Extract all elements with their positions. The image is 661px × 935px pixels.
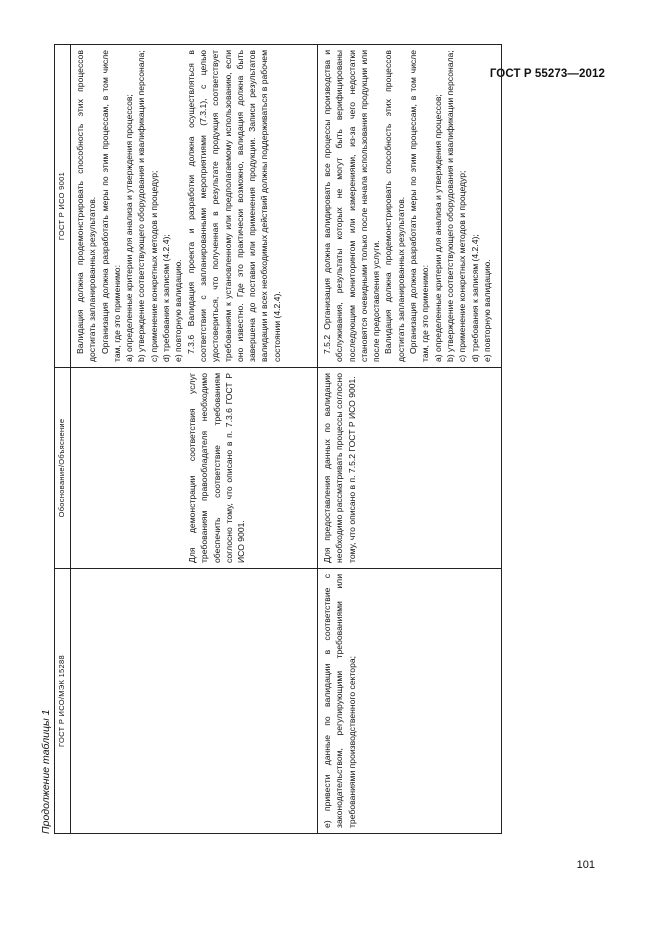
cell-paragraph: Организация должна разработать меры по этим процессам, в том числе там, где это применимо: [99,50,122,362]
cell-paragraph: 7.3.6 Валидация проекта и разработки должна осуществляться в соответствии с запланированными мероприятиями (7.3.1), с целью удостовериться, что полученная в результате продукция соответствует требованиям к установленному или предполагаемому использованию, если оно известно. Где это практически возможно, валидация должна быть завершена до поставки или применения продукции. Записи результатов валидации и всех необходимых действий должны поддерживаться в рабочем состоянии (4.2.4). [185,50,282,362]
cell-paragraph: а) определенные критерии для анализа и утверждения процессов; [432,94,443,362]
cell-paragraph: 7.5.2 Организация должна валидировать все процессы производства и обслуживания, результаты которых не могут быть верифицированы последующим мониторингом или измерениями, из-за чего недостатки становятся очевидными только после начала использования продукции или после предоставления услуги. [322,50,382,362]
cell-justification [71,368,318,569]
cell-paragraph: c) применение конкретных методов и процедур; [457,170,468,362]
cell-paragraph: b) утверждение соответствующего оборудования и квалификации персонала; [444,50,455,362]
cell-paragraph: d) требования к записям (4.2.4); [469,234,480,362]
column-header-gost-9001: ГОСТ Р ИСО 9001 [55,45,71,368]
cell-paragraph: Для демонстрации соответствия услуг требованиям правообладателя необходимо обеспечить соответствие требованиям соглосно тому, что описано в п. 7.3.6 ГОСТ Р ИСО 9001. [187,373,247,563]
cell-paragraph: e) повторную валидацию. [481,259,492,362]
page-number: 101 [576,859,595,871]
cell-paragraph: Организация должна разработать меры по этим процессам, в том числе там, где это применимо: [408,50,431,362]
table-header-row [55,45,71,834]
cell-paragraph: c) применение конкретных методов и процедур; [148,170,159,362]
cell-paragraph: Валидация должна продемонстрировать способность этих процессов достигать запланированных результатов. [383,50,406,362]
table-caption: Продолжение таблицы 1 [40,709,52,834]
document-title: ГОСТ Р 55273—2012 [489,68,605,80]
rotated-table-page [40,45,596,834]
table-row [318,45,502,834]
cell-paragraph: Для предоставления данных по валидации необходимо рассматривать процессы соглосно тому, что описано в п. 7.5.2 ГОСТ Р ИСО 9001. [322,373,357,563]
cell-paragraph: d) требования к записям (4.2.4); [161,234,172,362]
cell-paragraph: Валидация должна продемонстрировать способность этих процессов достигать запланированных результатов. [75,50,98,362]
cell-gost-15288 [318,569,502,834]
table-row [71,45,318,834]
cell-paragraph: b) утверждение соответствующего оборудования и квалификации персонала; [136,50,147,362]
cell-paragraph: а) определенные критерии для анализа и утверждения процессов; [124,94,135,362]
cell-justification [318,368,502,569]
cell-gost-9001 [318,45,502,368]
cell-paragraph: e) привести данные по валидации в соответствие с законодательством, регулирующими требованиями или требованиями производственного сектора; [322,574,357,828]
column-header-justification: Обоснование/Объяснение [55,368,71,569]
cell-gost-9001 [71,45,318,368]
comparison-table [54,44,502,834]
cell-paragraph: e) повторную валидацию. [173,259,184,362]
column-header-gost-15288: ГОСТ Р ИСО/МЭК 15288 [55,569,71,834]
cell-gost-15288 [71,569,318,834]
